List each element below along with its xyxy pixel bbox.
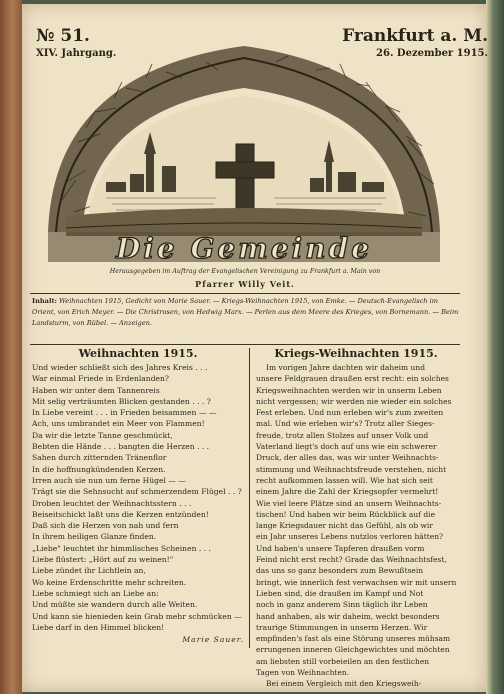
poem-line: Liebe darf in den Himmel blicken! [32, 622, 165, 632]
poem-line: War einmal Friede in Erdenlanden? [32, 374, 170, 384]
page-edge [486, 0, 504, 694]
article-line: unsere Feldgrauen draußen erst recht: ein solches [256, 374, 449, 384]
volume-year: XIV. Jahrgang. [36, 48, 117, 59]
article-line: am liebsten still vorbeieilen an den festlichen [256, 656, 430, 666]
poem-line: Und kann sie hienieden kein Grab mehr schmücken — [32, 611, 242, 621]
article-line: Im vorigen Jahre dachten wir daheim und [266, 363, 426, 372]
toc-label: Inhalt: [32, 297, 57, 305]
toc-text: Weihnachten 1915, Gedicht von Marie Sauer. — Kriegs-Weihnachten 1915, von Emke. — Deutsch-Evangelisch im Orient, von Erich Meyer. — Die Christrosen, von Hedwig Marx. — Perlen aus dem Meere des Krieges, von Bornemann. — Beim Landsturm, von Rübel. — Anzeigen. [32, 297, 459, 327]
article-line: tischen! Und haben wir beim Rückblick auf die [256, 509, 436, 519]
column-divider [249, 348, 250, 648]
poem-line: Wo keine Erdenschritte mehr schreiten. [32, 577, 187, 587]
poem-title: Weihnachten 1915. [78, 347, 198, 360]
article-line: hand anhaben, als wir daheim, weckt besonders [256, 611, 440, 621]
article-line: ein Jahr unseres Lebens nutzlos verloren hätten? [256, 532, 444, 542]
article-line: Tagen von Weihnachten. [256, 668, 350, 678]
article-line: stimmung und Weihnachtsfreude verstehen, nicht [256, 464, 447, 474]
masthead-title: Die Gemeinde [115, 232, 373, 264]
poem-line: In die hoffnungkündenden Kerzen. [32, 464, 166, 474]
poem-line: Liebe flüstert: „Hört auf zu weinen!" [32, 555, 174, 565]
poem-line: Liebe schmiegt sich an Liebe an: [32, 588, 159, 598]
poem-line: Droben leuchtet der Weihnachtsstern . . . [32, 498, 192, 508]
book-binding [0, 0, 22, 694]
publication-date: 26. Dezember 1915. [376, 48, 488, 59]
table-of-contents [32, 296, 460, 329]
poem-signature: Marie Sauer. [182, 635, 244, 645]
article-line: Bei einem Vergleich mit den Kriegsweih- [266, 679, 422, 689]
article-line: errungenen inneren Gleichgewichtes und möchten [256, 645, 450, 655]
poem-line: Daß sich die Herzen von nah und fern [32, 521, 179, 531]
poem-line: Haben wir unter dem Tannenreis [32, 385, 160, 395]
article-line: recht aufkommen lassen will. Wie hat sich seit [256, 475, 433, 485]
article-line: mal. Und wie erleben wir's? Trotz aller Sieges- [256, 419, 435, 429]
poem-line: Und müßte sie wandern durch alle Weiten. [32, 600, 198, 610]
article-line: freude, trotz allen Stolzes auf unser Volk und [256, 430, 429, 440]
article-line: Vaterland liegt's doch auf uns wie ein schwerer [256, 442, 437, 452]
article-line: Und haben's unsere Tapferen draußen vorm [256, 543, 425, 553]
article-line: das uns so ganz besonders zum Bewußtsein [256, 566, 424, 576]
article-line: empfinden's fast als eine Störung unseres mühsam [256, 634, 451, 644]
publication-city: Frankfurt a. M. [342, 26, 488, 46]
article-line: noch in ganz anderem Sinn täglich ihr Leben [256, 600, 428, 610]
poem-line: Mit selig verträumten Blicken gestanden . . . ? [32, 396, 211, 406]
article-line: Druck, der alles das, was wir unter Weihnachts- [256, 453, 439, 463]
article-line: traurige Stimmungen in unserm Herzen. Wir [256, 622, 428, 632]
masthead-illustration [26, 32, 462, 264]
poem-line: Beiseitschickt laßt uns die Kerzen entzünden! [32, 509, 209, 519]
poem-line: Trägt sie die Sehnsucht auf schmerzendem Flügel . . ? [32, 487, 242, 497]
poem-line: Irren auch sie nun um ferne Hügel — — [32, 475, 186, 485]
poem-text [32, 362, 244, 645]
publisher-line: Herausgegeben im Auftrag der Evangelischen Vereinigung zu Frankfurt a. Main von [109, 268, 381, 275]
issue-number: № 51. [36, 26, 90, 46]
poem-line: „Liebe" leuchtet ihr himmlisches Scheinen . . . [32, 543, 211, 553]
article-line: Wie viel leere Plätze sind an unsern Weihnachts- [256, 498, 442, 508]
article-line: lange Kriegsdauer nicht das Gefühl, als ob wir [256, 521, 433, 531]
poem-line: Ach, uns umbrandet ein Meer von Flammen! [32, 419, 205, 429]
poem-line: Sahen durch zitternden Tränenflor [32, 453, 167, 463]
article-line: Feind nicht erst recht? Grade das Weihnachtsfest, [256, 555, 447, 565]
poem-line: Liebe zündet ihr Lichtlein an, [32, 566, 146, 576]
poem-line: In Liebe vereint . . . in Frieden beisammen — — [32, 408, 217, 418]
article-text [256, 362, 456, 690]
poem-line: Bebten die Hände . . . bangten die Herzen . . . [32, 442, 210, 452]
article-line: Kriegsweihnachten werden wir in unserm Leben [256, 385, 442, 395]
article-line: bringt, wie innerlich fest verwachsen wir mit unsern [256, 577, 456, 587]
article-title: Kriegs-Weihnachten 1915. [274, 347, 438, 360]
poem-line: Da wir die letzte Tanne geschmückt, [32, 430, 173, 440]
rule-mid [30, 344, 460, 345]
article-line: einem Jahre die Zahl der Kriegsopfer vermehrt! [256, 487, 439, 497]
article-line: nicht vergessen; wir werden nie wieder ein solches [256, 396, 452, 406]
article-line: Lieben sind, die draußen im Kampf und Not [256, 588, 424, 598]
editor-name: Pfarrer Willy Veit. [195, 279, 295, 289]
poem-line: In ihrem heiligen Glanze finden. [32, 532, 157, 542]
poem-line: Und wieder schließt sich des Jahres Kreis . . . [32, 363, 208, 372]
article-line: Fest erleben. Und nun erleben wir's zum zweiten [256, 408, 444, 418]
rule-top [30, 293, 460, 294]
